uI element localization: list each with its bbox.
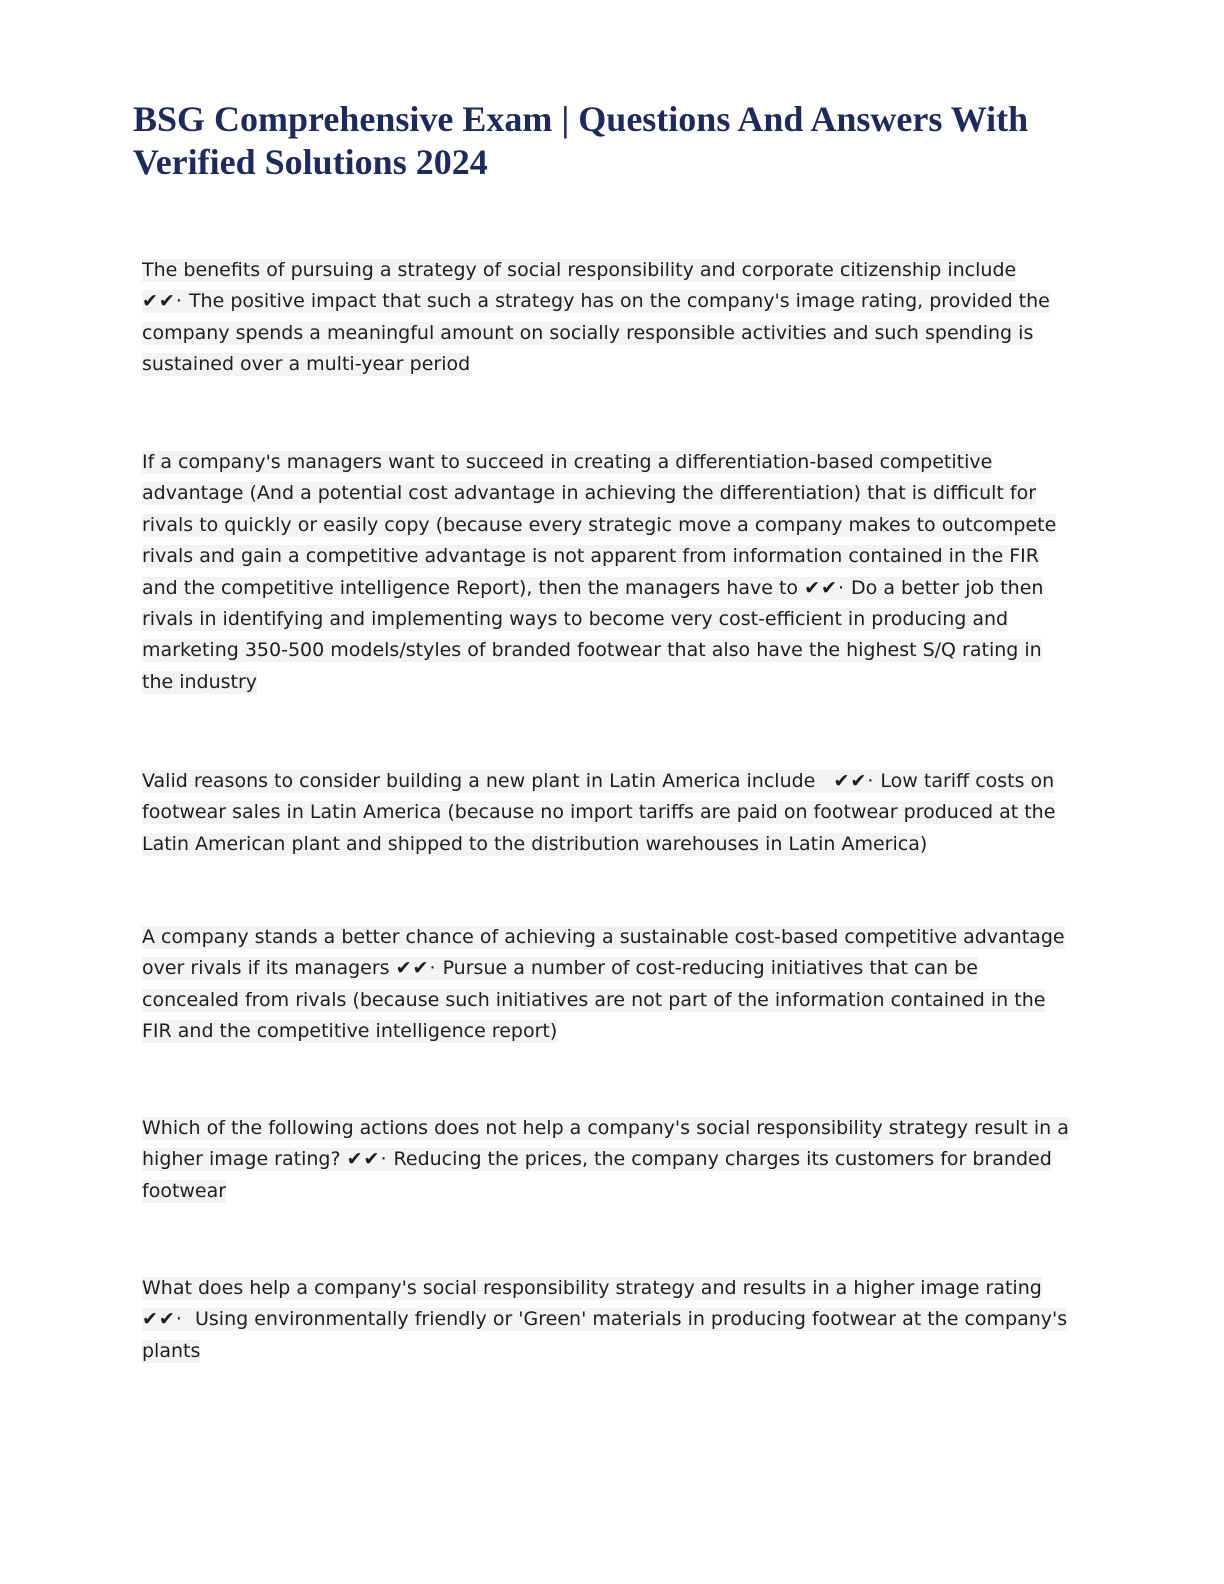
answer-text: Reducing the prices, the company charges its customers for branded footwear xyxy=(142,1148,1052,1202)
check-icon: ✔✔· xyxy=(142,1308,183,1331)
qa-item-6 xyxy=(142,1273,1077,1367)
qa-item-3 xyxy=(142,766,1077,860)
answer-text: Do a better job then rivals in identifying and implementing ways to become very cost-efficient in producing and marketing 350-500 models/styles of branded footwear that also have the highest S/Q rating in the industry xyxy=(142,576,1044,693)
check-icon: ✔✔· xyxy=(804,576,845,599)
qa-item-2-text xyxy=(142,451,1056,694)
answer-text: The positive impact that such a strategy has on the company's image rating, provided the company spends a meaningful amount on socially responsible activities and such spending is sustained over a multi-year period xyxy=(142,290,1050,376)
qa-item-5-text xyxy=(142,1117,1069,1203)
qa-item-4-text xyxy=(142,926,1065,1043)
question-text: If a company's managers want to succeed in creating a differentiation-based competitive advantage (And a potential cost advantage in achieving the differentiation) that is difficult for rivals to quickly or easily copy (because every strategic move a company makes to outcompete rivals and gain a competitive advantage is not apparent from information contained in the FIR and the competitive intelligence Report), then the managers have to xyxy=(142,451,1057,599)
answer-text: Low tariff costs on footwear sales in Latin America (because no import tariffs are paid on footwear produced at the Latin American plant and shipped to the distribution warehouses in Latin America) xyxy=(142,770,1056,855)
qa-item-4 xyxy=(142,922,1077,1048)
document-title: BSG Comprehensive Exam | Questions And Answers With Verified Solutions 2024 xyxy=(133,99,1029,182)
check-icon: ✔✔· xyxy=(395,957,437,980)
qa-item-6-text xyxy=(142,1277,1067,1363)
qa-item-3-text xyxy=(142,770,1055,856)
qa-item-5 xyxy=(142,1113,1077,1207)
check-icon: ✔✔· xyxy=(346,1148,388,1171)
question-text: Which of the following actions does not help a company's social responsibility strategy result in a higher image rating? xyxy=(142,1117,1069,1171)
qa-item-1 xyxy=(142,255,1077,381)
question-text: A company stands a better chance of achieving a sustainable cost-based competitive advantage over rivals if its managers xyxy=(142,926,1065,980)
check-icon: ✔✔· xyxy=(142,290,183,313)
question-text: The benefits of pursuing a strategy of social responsibility and corporate citizenship include xyxy=(142,259,1017,281)
answer-text: Pursue a number of cost-reducing initiatives that can be concealed from rivals (because such initiatives are not part of the information contained in the FIR and the competitive intelligence report) xyxy=(142,957,1046,1043)
question-text: Valid reasons to consider building a new plant in Latin America include xyxy=(142,770,816,792)
qa-item-1-text xyxy=(142,259,1050,376)
answer-text: Using environmentally friendly or 'Green' materials in producing footwear at the company's plants xyxy=(142,1308,1068,1362)
question-text: What does help a company's social responsibility strategy and results in a higher image rating xyxy=(142,1277,1042,1299)
check-icon: ✔✔· xyxy=(833,770,875,792)
qa-item-2 xyxy=(142,447,1077,698)
